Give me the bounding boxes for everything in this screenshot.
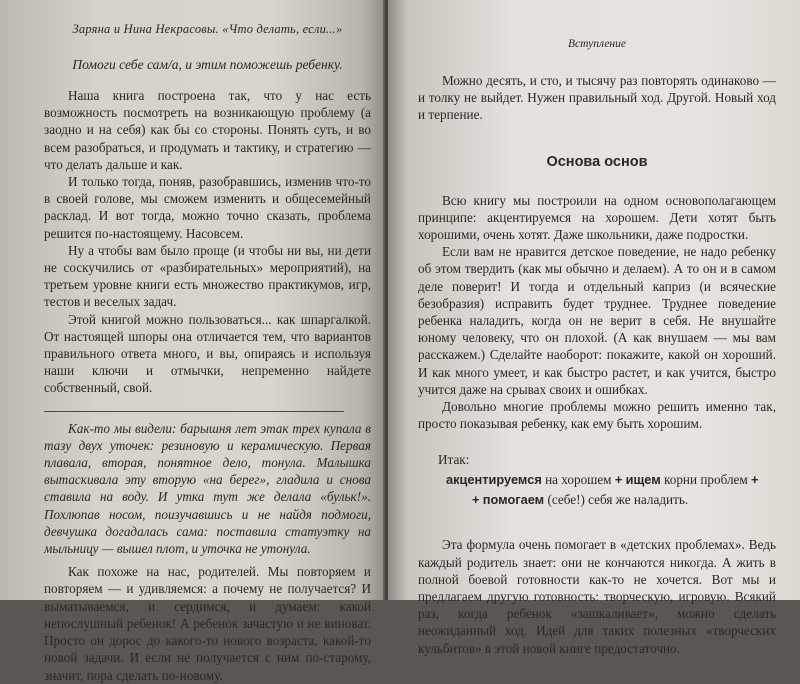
right-intro-paragraph: Можно десять, и сто, и тысячу раз повторять одинаково — и толку не выйдет. Нужен правильный ход. Другой. Новый ход и терпение. [418, 73, 776, 123]
formula-text-1: на хорошем [545, 472, 612, 488]
left-paragraph-4: Этой книгой можно пользоваться... как шпаргалкой. От настоящей шпоры она отличается тем, что вариантов правильного ответа много, и вы, опираясь и используя наши ключи и отмычки, непременно найдете собственный, свой. [44, 311, 371, 396]
left-story: Как-то мы видели: барышня лет этак трех купала в тазу двух уточек: резиновую и керамическую. Первая плавала, вторая, понятное дело, тонула. Малышка вытаскивала эту вторую «на берег», гладила и снова ставила на воду. И утка тут же делала «бульк!». Похлюпав носом, поизучавшись и не найдя подмоги, девчушка догадалась сама: поставила статуэтку на мыльницу — вышел плот, и уточка не утонула. [44, 420, 371, 557]
formula-line-1 [446, 470, 776, 490]
right-closing-paragraph: Эта формула очень помогает в «детских проблемах». Ведь каждый родитель знает: они не кончаются никогда. А жить в полной боевой готовности как-то не хочется. Вот мы и предлагаем другую готовность: творческую, игровую. Всякий раз, когда ребенок «зашкаливает», можно сделать неожиданный ход. Идей для таких полезных «творческих кульбитов» в этой новой книге предостаточно. [418, 537, 776, 656]
formula-text-2: корни проблем [664, 472, 748, 488]
formula-intro: Итак: [438, 452, 470, 468]
formula-word-3: помогаем [482, 492, 545, 508]
formula-plus-3: + [472, 492, 480, 508]
left-closing-paragraph: Как похоже на нас, родителей. Мы повторяем и повторяем — и удивляемся: а почему не получается? И выматываемся, и сердимся, и думаем: какой непослушный ребенок! А ребенок зачастую и не виноват. Просто он дорос до какого-то нового возраста, какой-то новой задачи. И если не получается с ним по-старому, значит, пора сделать по-новому. [44, 564, 371, 683]
formula-line-2 [472, 490, 776, 510]
formula-block [438, 450, 776, 510]
left-paragraph-1: Наша книга построена так, что у нас есть возможность посмотреть на возникающую проблему (а заодно и на себя) как бы со стороны. Понять суть, и во всем разобраться, и продумать и тактику, и стратегию — что делать дальше и как. [44, 88, 371, 172]
formula-word-2: ищем [625, 472, 661, 488]
left-paragraph-3: Ну а чтобы вам было проще (и чтобы ни вы, ни дети не соскучились от «разбирательных» мероприятий), на третьем уровне книги есть множество практикумов, игр, тестов и веселых задач. [44, 242, 371, 310]
formula-plus-2: + [751, 472, 759, 488]
right-paragraph-2: Если вам не нравится детское поведение, не надо ребенку об этом твердить (как мы обычно и делаем). А то он и в самом деле поверит! И тогда и отдельный каприз (и всяческие безобразия) исправить будет труднее. Труднее поведение ребенка наладить, когда он не верит в себя. Не внушайте юному человеку, что он плохой. (А как внушаем — мы вам расскажем.) Сделайте наоборот: покажите, какой он хороший. И как много умеет, и как быстро растет, и как учится, быстро учится даже на срывах своих и ошибках. [418, 244, 776, 397]
formula-text-3: (себе!) себя же наладить. [547, 492, 689, 508]
right-paragraph-3: Довольно многие проблемы можно решить именно так, просто показывая ребенку, как ему быть хорошим. [418, 399, 776, 432]
right-page [388, 0, 800, 656]
left-page-lead: Помоги себе сам/а, и этим поможешь ребенку. [72, 57, 343, 72]
right-paragraph-1: Всю книгу мы построили на одном основополагающем принципе: акцентируемся на хорошем. Дети хотят быть хорошими, очень хотят. Даже школьники, даже подростки. [418, 192, 776, 243]
right-page-header: Вступление [568, 38, 626, 50]
divider [44, 411, 344, 412]
formula-plus-1: + [614, 472, 623, 488]
formula-word-1: акцентируемся [446, 472, 542, 488]
left-page-header: Заряна и Нина Некрасовы. «Что делать, если...» [72, 22, 343, 36]
left-paragraph-2: И только тогда, поняв, разобравшись, изменив что-то в своей голове, мы сможем изменить и общесемейный расклад. И вот тогда, можно точно сказать, проблема решится по-настоящему. Насовсем. [44, 174, 371, 241]
left-page [0, 0, 385, 683]
section-title: Основа основ [546, 153, 648, 170]
